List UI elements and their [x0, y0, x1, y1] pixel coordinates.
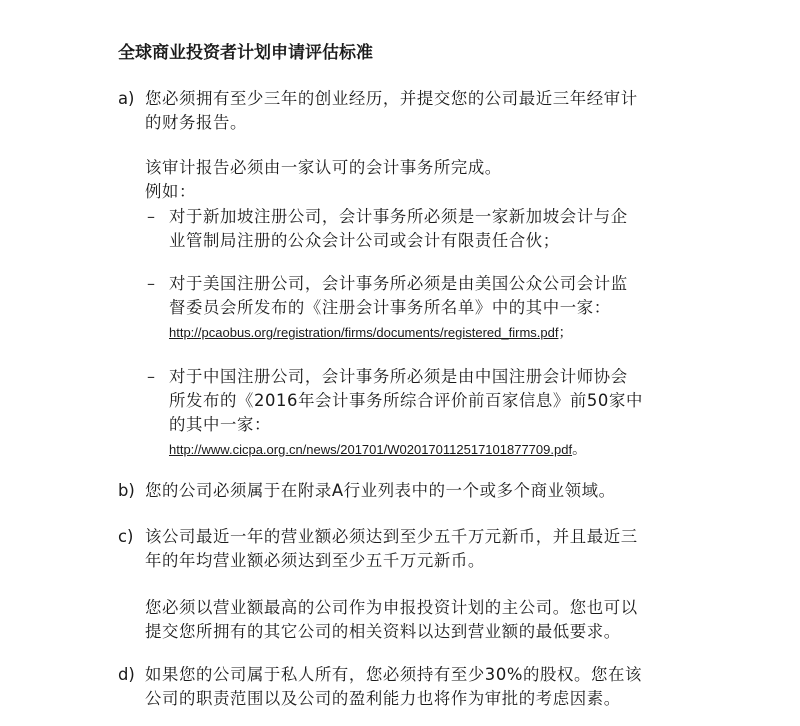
bullet-1-line2: 业管制局注册的公众会计公司或会计有限责任合伙； [169, 231, 560, 250]
item-c-note-line2: 提交您所拥有的其它公司的相关资料以达到营业额的最低要求。 [145, 622, 621, 641]
example-label: 例如： [145, 182, 196, 201]
item-a-marker: a) [118, 89, 135, 108]
item-a-line1: 您必须拥有至少三年的创业经历，并提交您的公司最近三年经审计 [145, 89, 638, 108]
cicpa-link[interactable]: http://www.cicpa.org.cn/news/201701/W020170112517101877709.pdf [169, 442, 573, 457]
pcaob-link[interactable]: http://pcaobus.org/registration/firms/documents/registered_firms.pdf [169, 325, 559, 340]
bullet-1-line1: 对于新加坡注册公司，会计事务所必须是一家新加坡会计与企 [169, 207, 628, 226]
item-d-line1: 如果您的公司属于私人所有，您必须持有至少30%的股权。您在该 [145, 665, 642, 684]
pcaob-url-line [169, 322, 572, 342]
item-a-line2: 的财务报告。 [145, 113, 247, 132]
item-d-marker: d) [118, 665, 135, 684]
item-c-line1: 该公司最近一年的营业额必须达到至少五千万元新币，并且最近三 [145, 527, 638, 546]
url-suffix: 。 [572, 442, 587, 458]
url-suffix: ； [558, 325, 573, 341]
bullet-3-line1: 对于中国注册公司，会计事务所必须是由中国注册会计师协会 [169, 367, 628, 386]
item-c-note-line1: 您必须以营业额最高的公司作为申报投资计划的主公司。您也可以 [145, 598, 638, 617]
item-b-line1: 您的公司必须属于在附录A行业列表中的一个或多个商业领域。 [145, 481, 616, 500]
bullet-dash: – [147, 367, 155, 386]
bullet-2-line1: 对于美国注册公司，会计事务所必须是由美国公众公司会计监 [169, 274, 628, 293]
item-d-line2: 公司的职责范围以及公司的盈利能力也将作为审批的考虑因素。 [145, 689, 621, 708]
bullet-dash: – [147, 274, 155, 293]
page-title: 全球商业投资者计划申请评估标准 [118, 43, 373, 63]
bullet-dash: – [147, 207, 155, 226]
bullet-3-line3: 的其中一家： [169, 415, 271, 434]
item-b-marker: b) [118, 481, 135, 500]
item-c-marker: c) [118, 527, 134, 546]
bullet-2-line2: 督委员会所发布的《注册会计事务所名单》中的其中一家： [169, 298, 611, 317]
item-c-line2: 年的年均营业额必须达到至少五千万元新币。 [145, 551, 485, 570]
bullet-3-line2: 所发布的《2016年会计事务所综合评价前百家信息》前50家中 [169, 391, 643, 410]
cicpa-url-line [169, 439, 586, 459]
audit-note: 该审计报告必须由一家认可的会计事务所完成。 [145, 158, 502, 177]
